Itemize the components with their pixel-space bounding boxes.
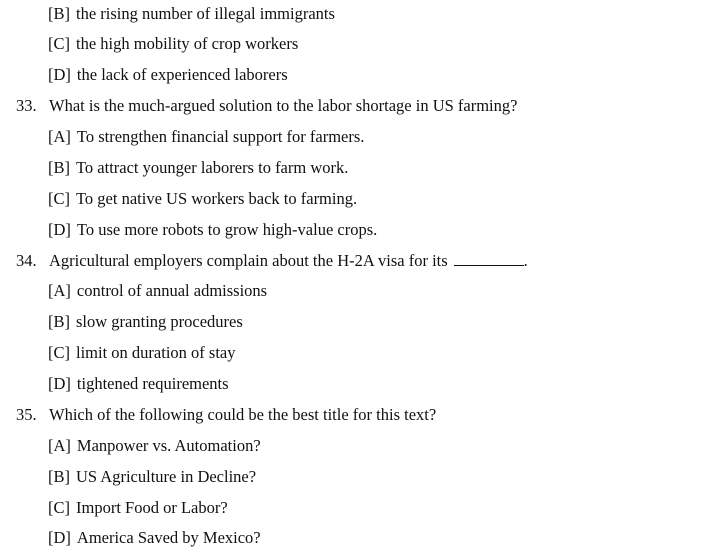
option-text: the rising number of illegal immigrants	[76, 4, 335, 23]
q35-option-d	[48, 526, 261, 550]
answer-blank	[454, 249, 524, 266]
q35-option-c	[48, 496, 228, 520]
question-stem: What is the much-argued solution to the labor shortage in US farming?	[49, 96, 518, 115]
q33-option-d	[48, 218, 377, 242]
option-letter: [C]	[48, 498, 70, 517]
q32-option-c	[48, 32, 298, 56]
q34-option-c	[48, 341, 235, 365]
option-text: the high mobility of crop workers	[76, 34, 299, 53]
question-stem: Which of the following could be the best title for this text?	[49, 405, 437, 424]
q34-option-d	[48, 372, 229, 396]
option-text: To get native US workers back to farming.	[76, 189, 358, 208]
option-letter: [D]	[48, 220, 71, 239]
question-stem: Agricultural employers complain about the H-2A visa for its	[49, 251, 448, 270]
option-text: US Agriculture in Decline?	[76, 467, 257, 486]
option-letter: [C]	[48, 343, 70, 362]
end-punctuation: .	[523, 251, 528, 270]
option-letter: [A]	[48, 127, 71, 146]
q32-option-d	[48, 63, 288, 87]
q35-option-a	[48, 434, 261, 458]
option-text: the lack of experienced laborers	[76, 65, 288, 84]
q32-option-b	[48, 2, 335, 26]
q33-option-b	[48, 156, 348, 180]
option-letter: [B]	[48, 158, 70, 177]
option-text: tightened requirements	[76, 374, 229, 393]
option-text: slow granting procedures	[76, 312, 243, 331]
option-text: To strengthen financial support for farmers.	[76, 127, 365, 146]
option-letter: [B]	[48, 312, 70, 331]
question-33	[16, 94, 517, 118]
question-number: 35.	[16, 405, 37, 424]
question-number: 34.	[16, 251, 37, 270]
option-text: To attract younger laborers to farm work.	[76, 158, 349, 177]
q33-option-c	[48, 187, 357, 211]
option-text: Manpower vs. Automation?	[76, 436, 261, 455]
question-35	[16, 403, 436, 427]
q35-option-b	[48, 465, 256, 489]
option-text: limit on duration of stay	[76, 343, 236, 362]
q34-option-b	[48, 310, 243, 334]
option-letter: [A]	[48, 281, 71, 300]
question-34	[16, 249, 528, 273]
option-letter: [B]	[48, 467, 70, 486]
option-letter: [A]	[48, 436, 71, 455]
option-letter: [D]	[48, 374, 71, 393]
q33-option-a	[48, 125, 364, 149]
option-letter: [C]	[48, 34, 70, 53]
question-number: 33.	[16, 96, 37, 115]
option-letter: [D]	[48, 65, 71, 84]
option-letter: [D]	[48, 528, 71, 547]
option-text: control of annual admissions	[76, 281, 268, 300]
option-letter: [B]	[48, 4, 70, 23]
option-text: America Saved by Mexico?	[76, 528, 261, 547]
option-text: Import Food or Labor?	[76, 498, 228, 517]
q34-option-a	[48, 279, 267, 303]
option-text: To use more robots to grow high-value crops.	[76, 220, 378, 239]
option-letter: [C]	[48, 189, 70, 208]
